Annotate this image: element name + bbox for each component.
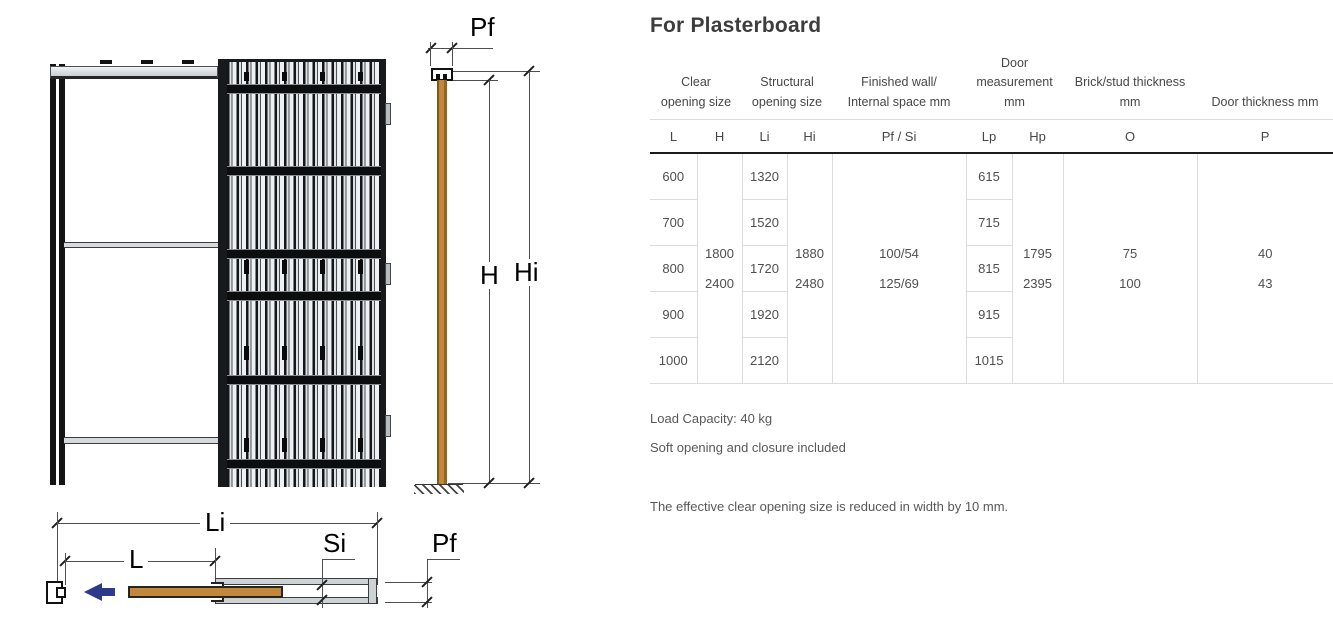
cell-L: 700 — [650, 200, 697, 246]
li-dimension-label: Li — [200, 509, 230, 536]
cassette-side-tab — [385, 263, 391, 285]
col-group-brick-stud: Brick/stud thickness mm — [1063, 46, 1197, 120]
cell-Li: 1320 — [742, 153, 787, 200]
cassette-rail — [227, 249, 381, 259]
col-header-O: O — [1063, 120, 1197, 154]
col-header-L: L — [650, 120, 697, 154]
load-capacity-note: Load Capacity: 40 kg — [650, 411, 773, 426]
si-dimension-label: Si — [318, 530, 351, 557]
cell-Hi: 1880 2480 — [787, 153, 832, 384]
door-jamb-post — [50, 64, 65, 485]
track-fixing-marks — [100, 60, 196, 64]
pf-plan-dimension-label: Pf — [427, 530, 462, 557]
cell-L: 900 — [650, 292, 697, 338]
cassette-side-tab — [385, 415, 391, 437]
door-panel-section — [437, 80, 447, 484]
col-header-P: P — [1197, 120, 1333, 154]
cell-H: 1800 2400 — [697, 153, 742, 384]
cassette-rail — [227, 375, 381, 385]
cell-Li: 1520 — [742, 200, 787, 246]
l-dimension-label: L — [124, 546, 148, 573]
col-header-PfSi: Pf / Si — [832, 120, 966, 154]
extension-line — [215, 548, 216, 580]
clear-opening-footnote: The effective clear opening size is reduced in width by 10 mm. — [650, 499, 1009, 514]
cassette-slots — [244, 346, 363, 360]
col-group-clear-opening: Clear opening size — [650, 46, 742, 120]
cell-Li: 2120 — [742, 338, 787, 384]
col-header-Hi: Hi — [787, 120, 832, 154]
col-header-Li: Li — [742, 120, 787, 154]
col-group-structural-opening: Structural opening size — [742, 46, 832, 120]
sliding-track — [50, 66, 218, 79]
page-title: For Plasterboard — [650, 14, 822, 37]
cassette-rail — [227, 459, 381, 469]
track-hook — [436, 74, 440, 79]
table-row — [650, 153, 1333, 200]
dimensions-table — [650, 46, 1333, 384]
sub-header-row — [650, 120, 1333, 154]
group-header-row — [650, 46, 1333, 120]
col-group-door-thickness: Door thickness mm — [1197, 46, 1333, 120]
cell-L: 800 — [650, 246, 697, 292]
col-group-finished-wall: Finished wall/ Internal space mm — [832, 46, 966, 120]
pocket-wall-plan — [215, 597, 378, 604]
door-panel-plan — [128, 586, 283, 598]
cell-Lp: 915 — [966, 292, 1012, 338]
pocket-cassette — [218, 59, 386, 487]
cell-PfSi: 100/54 125/69 — [832, 153, 966, 384]
floor-hatching — [414, 485, 464, 494]
extension-line — [452, 42, 453, 66]
hi-dimension-label: Hi — [509, 259, 544, 286]
extension-line — [377, 512, 378, 578]
cell-L: 1000 — [650, 338, 697, 384]
pocket-door-diagrams — [0, 0, 650, 621]
cell-Li: 1920 — [742, 292, 787, 338]
col-group-door-measurement: Door measurement mm — [966, 46, 1063, 120]
cell-Li: 1720 — [742, 246, 787, 292]
si-shelf-line — [322, 559, 355, 560]
cassette-slots — [244, 438, 363, 452]
extension-line — [65, 553, 66, 585]
pf-shelf-line — [427, 559, 460, 560]
spec-panel — [650, 0, 1333, 514]
pf-dimension-label: Pf — [465, 14, 500, 41]
traverse-bar — [64, 242, 220, 248]
cell-Hp: 1795 2395 — [1012, 153, 1063, 384]
cell-Lp: 815 — [966, 246, 1012, 292]
pocket-wall-plan — [215, 578, 378, 585]
cell-Lp: 615 — [966, 153, 1012, 200]
pf-dimension-line — [428, 48, 493, 49]
cassette-side-tab — [385, 103, 391, 125]
col-header-Lp: Lp — [966, 120, 1012, 154]
col-header-H: H — [697, 120, 742, 154]
extension-line — [57, 512, 58, 583]
cassette-rail — [227, 291, 381, 301]
track-hook — [443, 74, 447, 79]
col-header-Hp: Hp — [1012, 120, 1063, 154]
cell-P: 40 43 — [1197, 153, 1333, 384]
cell-O: 75 100 — [1063, 153, 1197, 384]
cell-Lp: 715 — [966, 200, 1012, 246]
extension-line — [430, 42, 431, 66]
cell-L: 600 — [650, 153, 697, 200]
slide-direction-arrow-tail — [102, 588, 115, 596]
soft-close-note: Soft opening and closure included — [650, 440, 846, 455]
slide-direction-arrow — [84, 583, 102, 601]
h-dimension-label: H — [475, 262, 504, 289]
cassette-rail — [227, 84, 381, 94]
cassette-slots — [244, 72, 363, 81]
pocket-end-cap — [368, 578, 377, 604]
cell-Lp: 1015 — [966, 338, 1012, 384]
cassette-slots — [244, 260, 363, 274]
traverse-bar — [64, 437, 220, 444]
cassette-rail — [227, 166, 381, 176]
receiving-jamb-notch — [56, 587, 66, 598]
h-top-connector — [453, 80, 498, 81]
